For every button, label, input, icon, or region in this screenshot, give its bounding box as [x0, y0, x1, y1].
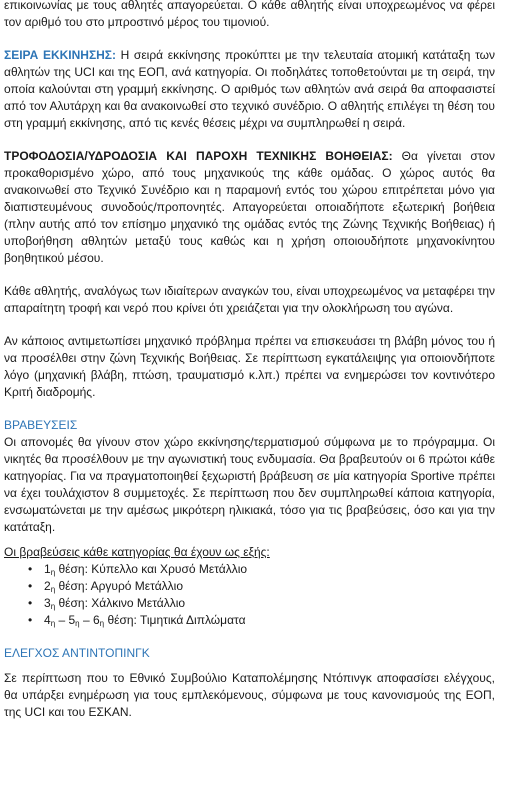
start-order-text: Η σειρά εκκίνησης προκύπτει με την τελευταία ατομική κατάταξη των αθλητών της UCI και της ΕΟΠ, ανά κατηγορία. Οι ποδηλάτες τοποθετούνται με τη σειρά, την οποία καλούνται στη γραμμή εκκίνησης. Ο αριθμός των αθλητών ανά σειρά θα αποφασιστεί από τον Αλυτάρχη και θα ανακοινωθεί στο τεχνικό συνέδριο. Ο αθλητής επιλέγει τη θέση του στη γραμμή εκκίνησης, από τις κενές θέσεις μέχρι να συμπληρωθεί η σειρά.: [4, 48, 496, 130]
awards-text: Οι απονομές θα γίνουν στον χώρο εκκίνησης/τερματισμού σύμφωνα με το πρόγραμμα. Οι νικητές θα προσέλθουν με την αγωνιστική τους ενδυμασία. Θα βραβευτούν οι 6 πρώτοι κάθε κατηγορίας. Για να πραγματοποιηθεί ξεχωριστή βράβευση σε μία κατηγορία Sportive πρέπει να έχει τουλάχιστον 8 συμμετοχές. Σε περίπτωση που δεν συμπληρωθεί κάποια κατηγορία, ενσωματώνεται με την αμέσως μικρότερη ηλικιακά, τόσο για τις βραβεύσεις, όσο και για την κατάταξη.: [4, 435, 495, 534]
paragraph-bib-number: επικοινωνίας με τους αθλητές απαγορεύεται. Ο κάθε αθλητής είναι υποχρεωμένος να φέρει τον αριθμό του στο μπροστινό μέρος του τιμονιού.: [4, 0, 495, 29]
awards-list-title: Οι βραβεύσεις κάθε κατηγορίας θα έχουν ως εξής:: [4, 545, 270, 559]
awards-heading: ΒΡΑΒΕΥΣΕΙΣ: [4, 418, 78, 432]
list-item: • $4_\eta - 5_\eta - 6_\eta$ θέση: Τιμητικά Διπλώματα: [44, 612, 495, 629]
paragraph-mechanical: Αν κάποιος αντιμετωπίσει μηχανικό πρόβλημα πρέπει να επισκευάσει τη βλάβη μόνος του ή να προσέλθει στην ζώνη Τεχνικής Βοήθειας. Σε περίπτωση εγκατάλειψης για οποιονδήποτε λόγο (μηχανική βλάβη, πτώση, τραυματισμό κ.λπ.) πρέπει να ενημερώσει τον κοντινότερο Κριτή διαδρομής.: [4, 334, 495, 399]
feeding-text: Θα γίνεται στον προκαθορισμένο χώρο, από τους μηχανικούς της κάθε ομάδας. Ο χώρος αυτός θα ανακοινωθεί στο Τεχνικό Συνέδριο και η παραμονή εντός του χώρου επιτρέπεται μόνο για διαπιστευμένους συνοδούς/προπονητές. Απαγορεύεται οποιαδήποτε εξωτερική βοήθεια (πλην αυτής από τον επίσημο μηχανικό της ομάδας εντός της Ζώνης Τεχνικής Βοήθειας) ή υποβοήθηση αθλητών μεταξύ τους καθώς και η χρήση οποιουδήποτε μηχανοκίνητου βοηθητικού μέσου.: [4, 149, 495, 265]
paragraph-start-order: [4, 47, 495, 132]
feeding-heading: ΤΡΟΦΟΔΟΣΙΑ/ΥΔΡΟΔΟΣΙΑ ΚΑΙ ΠΑΡΟΧΗ ΤΕΧΝΙΚΗΣ ΒΟΗΘΕΙΑΣ:: [4, 149, 393, 163]
paragraph-feeding: [4, 148, 495, 267]
doping-heading: ΕΛΕΓΧΟΣ ΑΝΤΙΝΤΟΠΙΝΓΚ: [4, 646, 150, 660]
start-order-heading: ΣΕΙΡΑ ΕΚΚΙΝΗΣΗΣ:: [4, 48, 117, 62]
list-item: • $2_\eta$ θέση: Αργυρό Μετάλλιο: [44, 578, 495, 595]
list-item: • $3_\eta$ θέση: Χάλκινο Μετάλλιο: [44, 595, 495, 612]
doping-text: Σε περίπτωση που το Εθνικό Συμβούλιο Καταπολέμησης Ντόπινγκ αποφασίσει ελέγχους, θα υπάρξει ενημέρωση για τους εμπλεκόμενους, σύμφωνα με τους κανονισμούς της ΕΟΠ, της UCI και του ΕΣΚΑΝ.: [4, 671, 495, 719]
paragraph-food-water: Κάθε αθλητής, αναλόγως των ιδιαίτερων αναγκών του, είναι υποχρεωμένος να μεταφέρει την απαραίτητη τροφή και νερό που κρίνει ότι χρειάζεται για την ολοκλήρωση του αγώνα.: [4, 284, 495, 315]
awards-list: [4, 561, 495, 629]
list-item: • $1_\eta$ θέση: Κύπελλο και Χρυσό Μετάλλιο: [44, 561, 495, 578]
